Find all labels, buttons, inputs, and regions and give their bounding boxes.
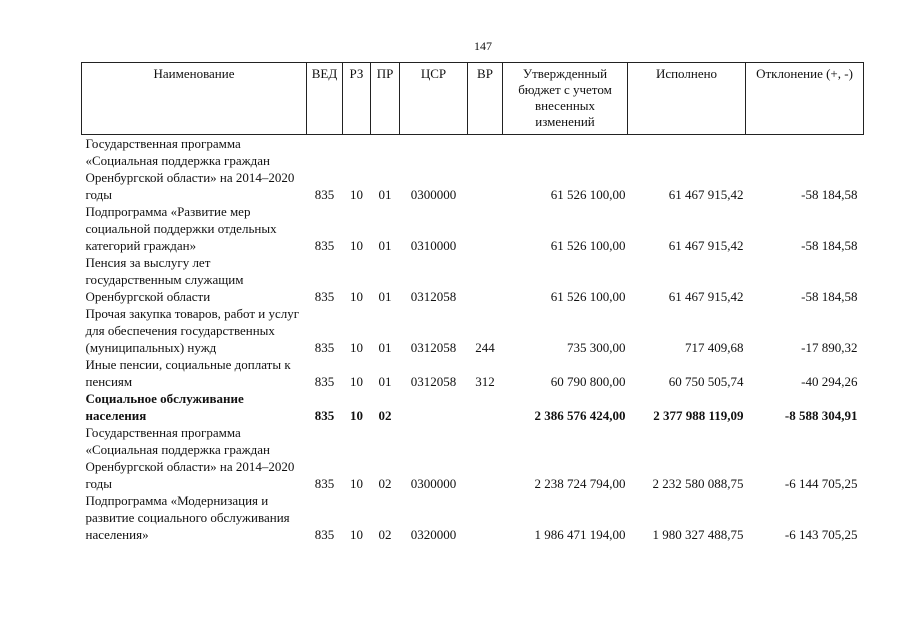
table-cell-executed: 61 467 915,42 — [668, 238, 744, 253]
table-cell-vr: 312 — [475, 374, 495, 389]
table-cell-executed: 717 409,68 — [685, 340, 744, 355]
table-cell-approved: 735 300,00 — [567, 340, 626, 355]
table-cell-pr: 02 — [378, 408, 392, 423]
table-cell-csr: 0312058 — [410, 289, 457, 304]
table-cell-rz: 10 — [350, 238, 363, 253]
table-cell-pr: 01 — [378, 374, 392, 389]
table-cell-executed: 1 980 327 488,75 — [652, 527, 744, 542]
table-cell-vr — [468, 135, 503, 204]
table-cell-executed: 2 377 988 119,09 — [653, 408, 744, 423]
header-name: Наименование — [82, 63, 307, 135]
table-row — [82, 492, 864, 543]
table-cell-deviation: -17 890,32 — [801, 340, 858, 355]
header-pr: ПР — [371, 63, 400, 135]
table-cell-name: Пенсия за выслугу лет государственным служащим Оренбургской области — [85, 255, 244, 304]
table-cell-name: Государственная программа «Социальная поддержка граждан Оренбургской области» на 2014–2020 годы — [85, 425, 295, 491]
table-cell-rz: 10 — [350, 527, 363, 542]
table-cell-rz: 10 — [350, 187, 363, 202]
table-cell-approved: 61 526 100,00 — [550, 187, 626, 202]
page-number: 147 — [474, 39, 492, 53]
table-cell-approved: 61 526 100,00 — [550, 238, 626, 253]
header-executed: Исполнено — [628, 63, 746, 135]
table-cell-csr: 0320000 — [410, 527, 457, 542]
table-cell-approved: 1 986 471 194,00 — [534, 527, 626, 542]
table-row — [82, 390, 864, 424]
table-cell-deviation: -8 588 304,91 — [784, 408, 858, 423]
table-cell-deviation: -58 184,58 — [801, 289, 858, 304]
table-cell-ved: 835 — [314, 289, 335, 304]
table-cell-executed: 60 750 505,74 — [668, 374, 744, 389]
table-cell-approved: 2 386 576 424,00 — [534, 408, 626, 423]
table-cell-deviation: -58 184,58 — [801, 238, 858, 253]
table-body — [82, 135, 864, 544]
table-cell-vr — [468, 492, 503, 543]
table-cell-csr: 0300000 — [410, 187, 457, 202]
table-row — [82, 254, 864, 305]
table-cell-csr: 0300000 — [410, 476, 457, 491]
table-cell-pr: 02 — [378, 476, 392, 491]
table-cell-approved: 60 790 800,00 — [550, 374, 626, 389]
table-cell-name: Прочая закупка товаров, работ и услуг для обеспечения государственных (муниципальных) нужд — [85, 306, 300, 355]
table-cell-vr: 244 — [475, 340, 495, 355]
table-cell-executed: 61 467 915,42 — [668, 187, 744, 202]
table-cell-csr: 0310000 — [410, 238, 457, 253]
table-row — [82, 135, 864, 204]
table-cell-pr: 01 — [378, 238, 392, 253]
table-cell-ved: 835 — [314, 476, 335, 491]
table-cell-ved: 835 — [314, 187, 335, 202]
table-cell-rz: 10 — [350, 408, 363, 423]
table-cell-name: Подпрограмма «Модернизация и развитие социального обслуживания населения» — [85, 493, 290, 542]
table-cell-deviation: -6 144 705,25 — [784, 476, 858, 491]
table-cell-name: Социальное обслуживание населения — [85, 391, 244, 423]
table-cell-ved: 835 — [314, 374, 335, 389]
header-csr: ЦСР — [400, 63, 468, 135]
table-cell-ved: 835 — [314, 408, 335, 423]
table-cell-vr — [468, 424, 503, 492]
table-cell-rz: 10 — [350, 476, 363, 491]
table-row — [82, 305, 864, 356]
table-cell-approved: 61 526 100,00 — [550, 289, 626, 304]
table-cell-name: Иные пенсии, социальные доплаты к пенсиям — [85, 357, 291, 389]
table-cell-rz: 10 — [350, 340, 363, 355]
table-cell-rz: 10 — [350, 289, 363, 304]
table-cell-pr: 02 — [378, 527, 392, 542]
table-cell-approved: 2 238 724 794,00 — [534, 476, 626, 491]
table-cell-csr — [400, 390, 468, 424]
table-cell-pr: 01 — [378, 187, 392, 202]
table-cell-executed: 61 467 915,42 — [668, 289, 744, 304]
table-cell-ved: 835 — [314, 238, 335, 253]
budget-table — [81, 62, 864, 543]
table-cell-deviation: -40 294,26 — [801, 374, 858, 389]
table-row — [82, 203, 864, 254]
table-cell-executed: 2 232 580 088,75 — [652, 476, 744, 491]
header-vr: ВР — [468, 63, 503, 135]
header-deviation: Отклонение (+, -) — [746, 63, 864, 135]
table-cell-vr — [468, 390, 503, 424]
table-row — [82, 356, 864, 390]
table-row — [82, 424, 864, 492]
table-cell-ved: 835 — [314, 527, 335, 542]
header-row — [82, 63, 864, 135]
table-cell-ved: 835 — [314, 340, 335, 355]
table-cell-name: Подпрограмма «Развитие мер социальной поддержки отдельных категорий граждан» — [85, 204, 277, 253]
table-cell-deviation: -58 184,58 — [801, 187, 858, 202]
table-cell-csr: 0312058 — [410, 374, 457, 389]
table-cell-rz: 10 — [350, 374, 363, 389]
table-cell-pr: 01 — [378, 289, 392, 304]
table-cell-pr: 01 — [378, 340, 392, 355]
header-rz: РЗ — [343, 63, 371, 135]
table-cell-vr — [468, 203, 503, 254]
table-cell-deviation: -6 143 705,25 — [784, 527, 858, 542]
table-cell-csr: 0312058 — [410, 340, 457, 355]
header-ved: ВЕД — [307, 63, 343, 135]
table-cell-vr — [468, 254, 503, 305]
header-approved: Утвержденный бюджет с учетом внесенных изменений — [503, 63, 628, 135]
table-cell-name: Государственная программа «Социальная поддержка граждан Оренбургской области» на 2014–2020 годы — [85, 136, 295, 202]
